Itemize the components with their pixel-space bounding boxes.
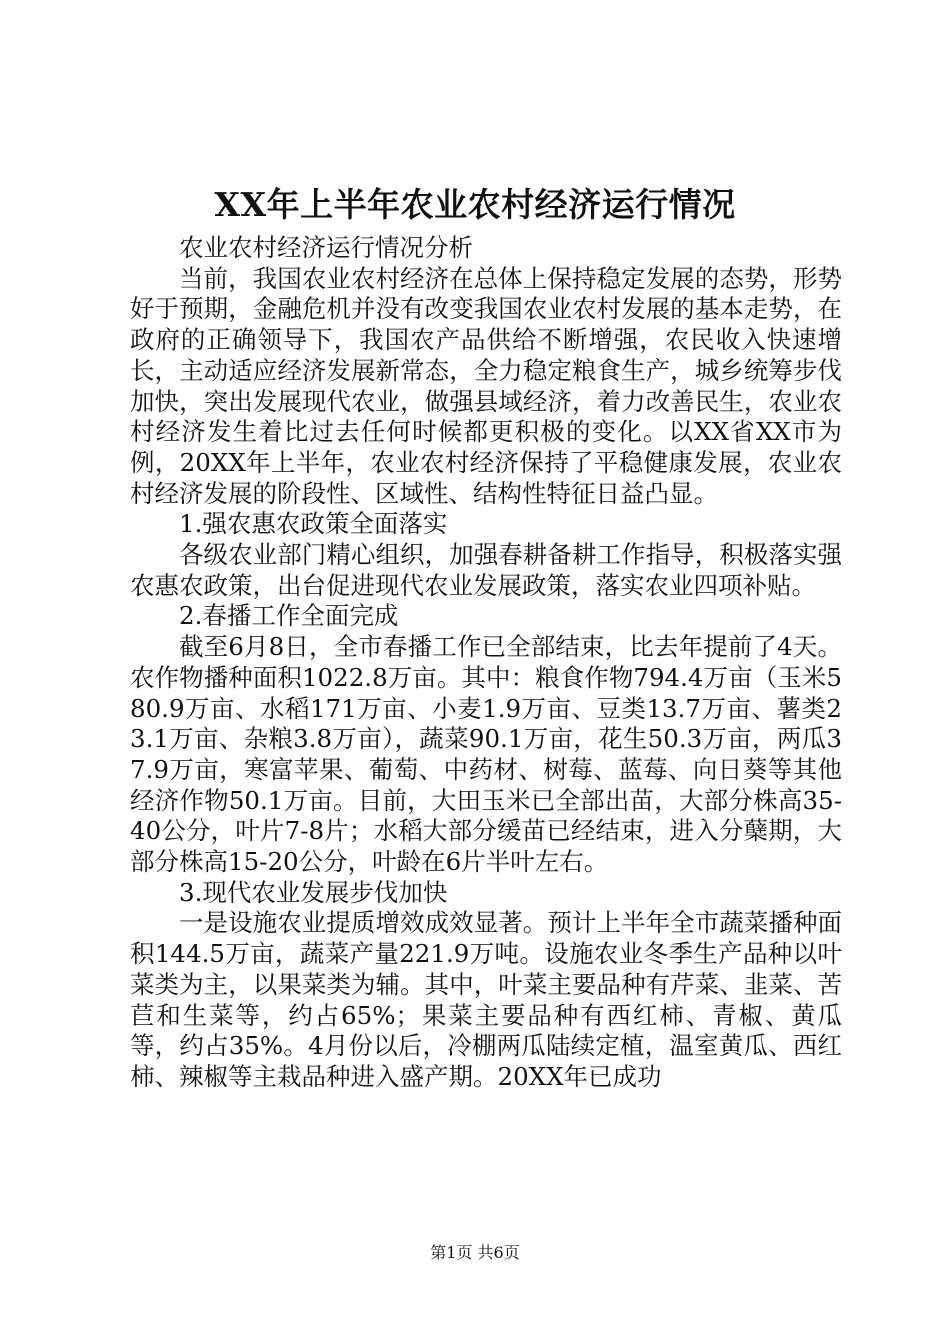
page-footer: 第1页 共6页 bbox=[430, 1243, 520, 1262]
section-heading-1: 1.强农惠农政策全面落实 bbox=[179, 509, 448, 539]
section-heading-3: 3.现代农业发展步伐加快 bbox=[179, 877, 448, 907]
document-title: XX年上半年农业农村经济运行情况 bbox=[214, 185, 736, 224]
paragraph-intro: 当前，我国农业农村经济在总体上保持稳定发展的态势，形势好于预期，金融危机并没有改变我国农业农村发展的基本走势，在政府的正确领导下，我国农产品供给不断增强，农民收入快速增长，主动适应经济发展新常态，全力稳定粮食生产，城乡统筹步伐加快，突出发展现代农业，做强县域经济，着力改善民生，农业农村经济发生着比过去任何时候都更积极的变化。以XX省XX市为例，20XX年上半年，农业农村经济保持了平稳健康发展，农业农村经济发展的阶段性、区域性、结构性特征日益凸显。 bbox=[130, 263, 842, 508]
paragraph-section-2: 截至6月8日，全市春播工作已全部结束，比去年提前了4天。农作物播种面积1022.8万亩。其中：粮食作物794.4万亩（玉米580.9万亩、水稻171万亩、小麦1.9万亩、豆类13.7万亩、薯类23.1万亩、杂粮3.8万亩），蔬菜90.1万亩，花生50.3万亩，两瓜37.9万亩，寒富苹果、葡萄、中药材、树莓、蓝莓、向日葵等其他经济作物50.1万亩。目前，大田玉米已全部出苗，大部分株高35-40公分，叶片7-8片；水稻大部分缓苗已经结束，进入分蘖期，大部分株高15-20公分，叶龄在6片半叶左右。 bbox=[130, 632, 842, 877]
section-heading-2: 2.春播工作全面完成 bbox=[179, 601, 399, 631]
paragraph-section-1: 各级农业部门精心组织，加强春耕备耕工作指导，积极落实强农惠农政策，出台促进现代农业发展政策，落实农业四项补贴。 bbox=[130, 540, 842, 600]
paragraph-section-3: 一是设施农业提质增效成效显著。预计上半年全市蔬菜播种面积144.5万亩，蔬菜产量221.9万吨。设施农业冬季生产品种以叶菜类为主，以果菜类为辅。其中，叶菜主要品种有芹菜、韭菜、苦苣和生菜等，约占65%；果菜主要品种有西红柿、青椒、黄瓜等，约占35%。4月份以后，冷棚两瓜陆续定植，温室黄瓜、西红柿、辣椒等主栽品种进入盛产期。20XX年已成功 bbox=[130, 908, 842, 1091]
document-body bbox=[130, 233, 842, 1093]
paragraph-subtitle: 农业农村经济运行情况分析 bbox=[179, 233, 473, 262]
